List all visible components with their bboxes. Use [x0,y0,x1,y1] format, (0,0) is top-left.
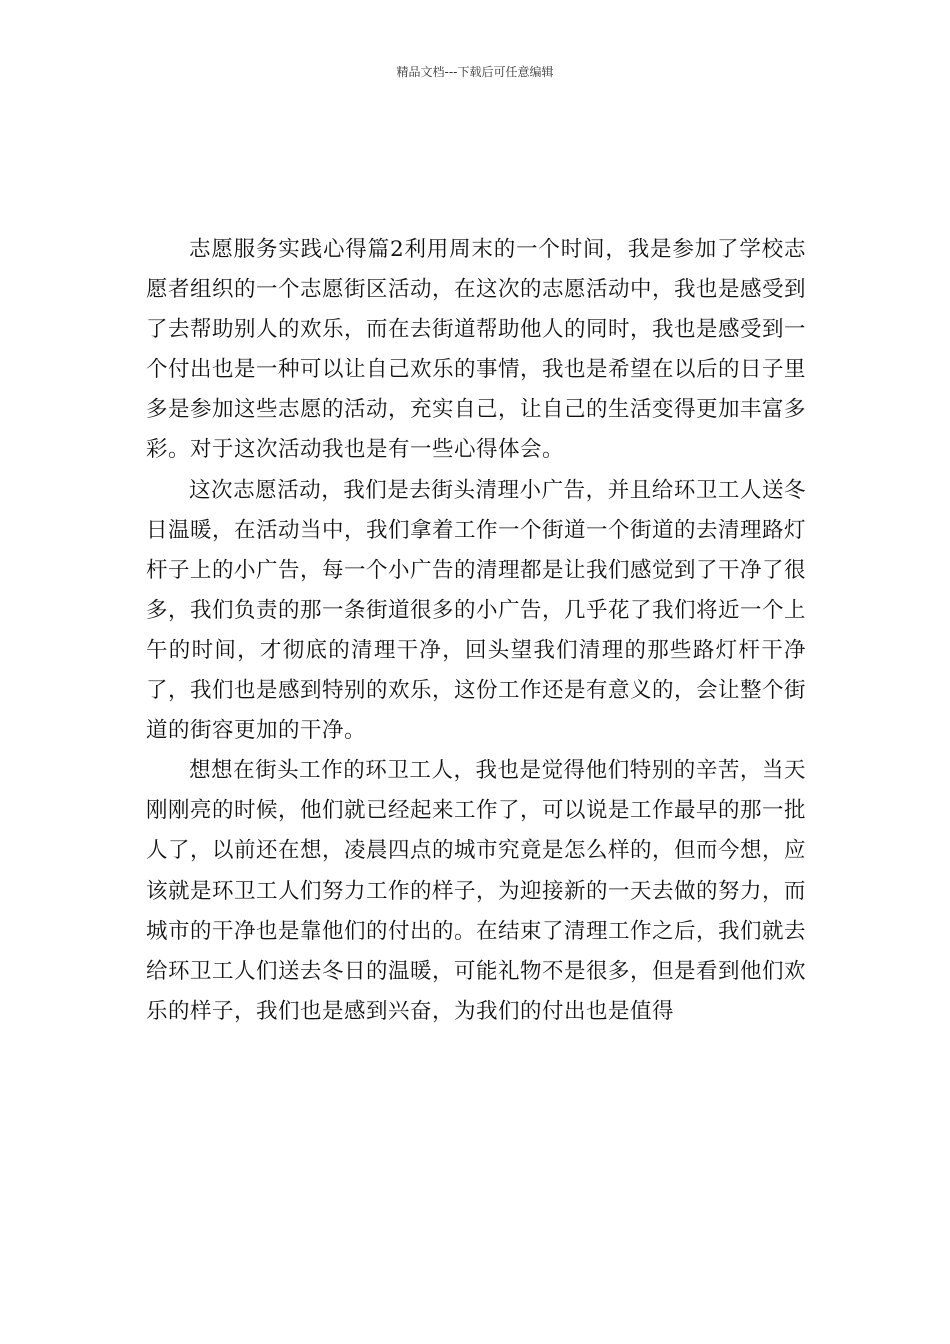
paragraph-3: 想想在街头工作的环卫工人，我也是觉得他们特别的辛苦，当天刚刚亮的时候，他们就已经起来工作了，可以说是工作最早的那一批人了，以前还在想，凌晨四点的城市究竟是怎么样的，但而今想，应该就是环卫工人们努力工作的样子，为迎接新的一天去做的努力，而城市的干净也是靠他们的付出的。在结束了清理工作之后，我们就去给环卫工人们送去冬日的温暖，可能礼物不是很多，但是看到他们欢乐的样子，我们也是感到兴奋，为我们的付出也是值得 [146,758,807,1024]
paragraph-2: 这次志愿活动，我们是去街头清理小广告，并且给环卫工人送冬日温暖，在活动当中，我们拿着工作一个街道一个街道的去清理路灯杆子上的小广告，每一个小广告的清理都是让我们感觉到了干净了很多，我们负责的那一条街道很多的小广告，几乎花了我们将近一个上午的时间，才彻底的清理干净，回头望我们清理的那些路灯杆干净了，我们也是感到特别的欢乐，这份工作还是有意义的，会让整个街道的街容更加的干净。 [146,477,807,744]
paragraph-1: 志愿服务实践心得篇2利用周末的一个时间，我是参加了学校志愿者组织的一个志愿街区活动，在这次的志愿活动中，我也是感受到了去帮助别人的欢乐，而在去街道帮助他人的同时，我也是感受到一个付出也是一种可以让自己欢乐的事情，我也是希望在以后的日子里多是参加这些志愿的活动，充实自己，让自己的生活变得更加丰富多彩。对于这次活动我也是有一些心得体会。 [146,237,807,463]
page-header: 精品文档---下载后可任意编辑 [396,65,554,79]
document-body [146,230,806,1032]
